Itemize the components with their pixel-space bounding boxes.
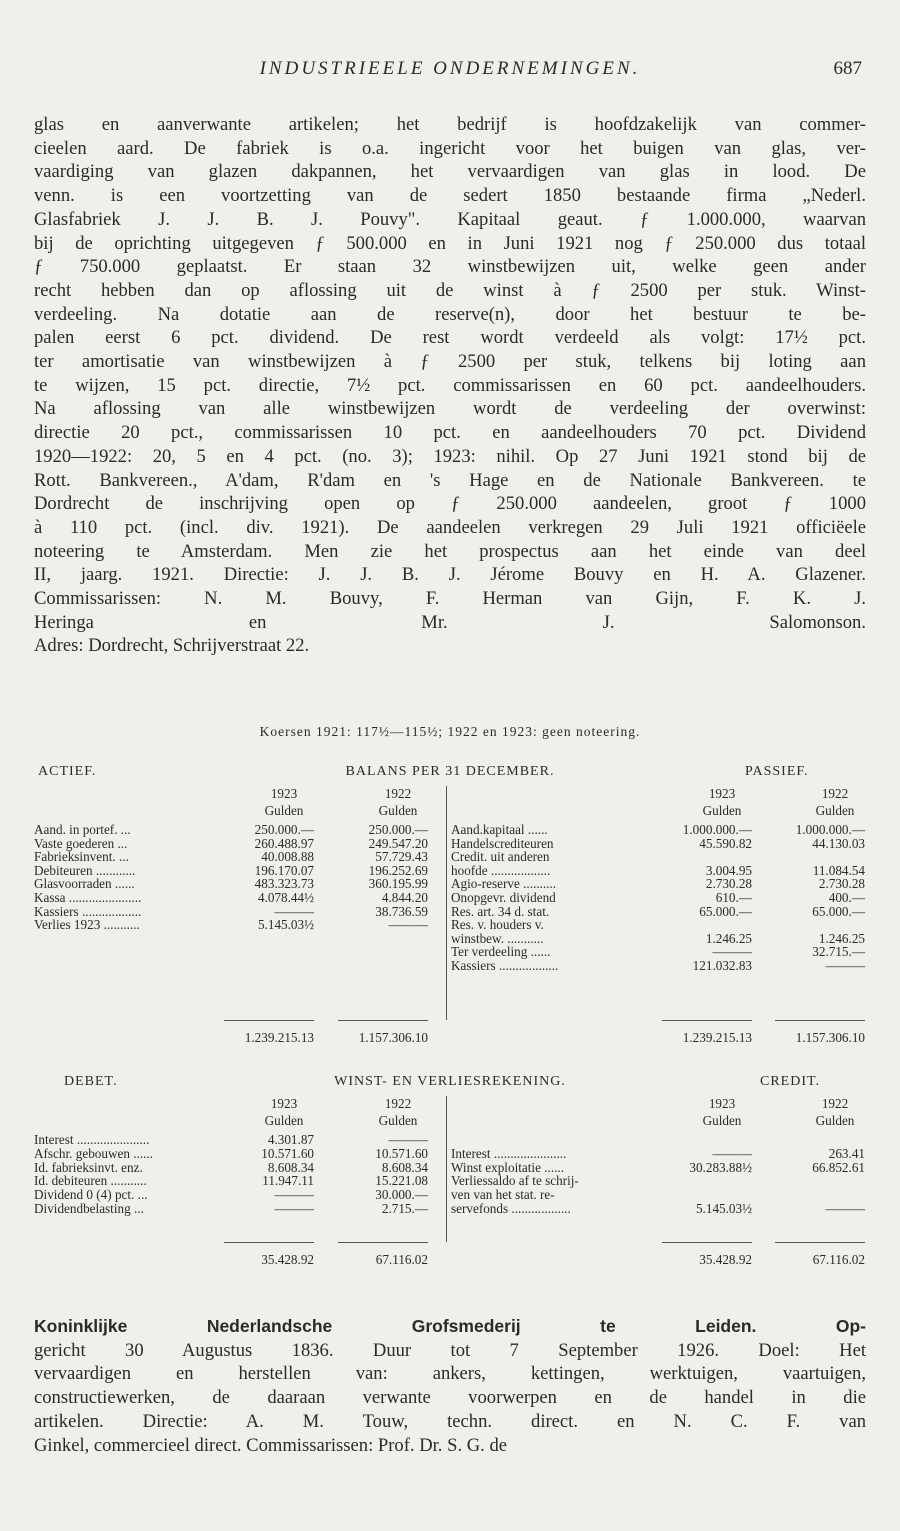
- profit-loss-account: [0, 1070, 900, 1290]
- value-cell: 4.844.20: [381, 890, 428, 905]
- value-cell: 44.130.03: [812, 835, 865, 851]
- total-rule: [224, 1242, 314, 1243]
- value-cell: 5.145.03½: [257, 917, 314, 933]
- row-label: Verliessaldo af te schrij-: [451, 1173, 579, 1189]
- text-line: ƒ 750.000 geplaatst. Er staan 32 winstbewijzen uit, welke geen ander: [34, 256, 866, 278]
- row-label: Debiteuren ............: [34, 862, 136, 878]
- text-line: bij de oprichting uitgegeven ƒ 500.000 en in Juni 1921 nog ƒ 250.000 dus totaal: [34, 232, 866, 254]
- text-line: Glasfabriek J. J. B. J. Pouvy". Kapitaal geaut. ƒ 1.000.000, waarvan: [34, 208, 866, 230]
- row-label: Id. fabrieksinvt. enz.: [34, 1159, 143, 1175]
- text-line: constructiewerken, de daaraan verwante voorwerpen en de handel in die: [34, 1387, 866, 1409]
- page-number: 687: [833, 58, 862, 79]
- text-line: venn. is een voortzetting van de sedert 1850 bestaande firma „Nederl.: [34, 185, 866, 207]
- total-cell: 1.239.215.13: [682, 1030, 752, 1045]
- row-label: Kassiers ..................: [34, 903, 142, 919]
- value-cell: 65.000.—: [812, 903, 865, 919]
- next-company-description: [34, 1315, 866, 1457]
- winst-title: WINST- EN VERLIESREKENING.: [334, 1074, 566, 1089]
- value-cell: 483.323.73: [254, 876, 314, 892]
- total-rule: [775, 1020, 865, 1021]
- value-cell: 121.032.83: [692, 958, 752, 973]
- row-label: Handelscrediteuren: [451, 835, 554, 851]
- text-line: recht hebben dan op aflossing uit de winst à ƒ 2500 per stuk. Winst-: [34, 279, 866, 301]
- unit-header: Gulden: [702, 1113, 742, 1128]
- value-cell: 8.608.34: [381, 1159, 428, 1175]
- value-cell: 4.301.87: [267, 1132, 314, 1147]
- text-line: Heringa en Mr. J. Salomonson.: [34, 611, 866, 633]
- text-line: noteering te Amsterdam. Men zie het prospectus aan het einde van deel: [34, 540, 866, 562]
- year-header: 1923: [708, 1096, 736, 1111]
- koersen-line: Koersen 1921: 117½—115½; 1922 en 1923: geen noteering.: [259, 724, 641, 739]
- row-label: Vaste goederen ...: [34, 835, 128, 851]
- value-cell: 2.730.28: [818, 876, 865, 892]
- row-label: Aand. in portef. ...: [34, 822, 131, 837]
- value-cell: ———: [712, 1145, 752, 1161]
- value-cell: 1.246.25: [818, 930, 865, 946]
- row-label: Ter verdeeling ......: [451, 944, 551, 960]
- value-cell: 1.000.000.—: [682, 822, 752, 837]
- text-line: vervaardigen en herstellen van: ankers, kettingen, werktuigen, vaartuigen,: [34, 1363, 866, 1385]
- row-label: Fabrieksinvent. ...: [34, 849, 129, 865]
- total-rule: [338, 1020, 428, 1021]
- row-label: Res. art. 34 d. stat.: [451, 903, 550, 919]
- total-rule: [662, 1020, 752, 1021]
- unit-header: Gulden: [264, 803, 304, 818]
- value-cell: 10.571.60: [375, 1145, 428, 1161]
- text-line: Rott. Bankvereen., A'dam, R'dam en 's Hage en de Nationale Bankvereen. te: [34, 469, 866, 491]
- row-label: Kassiers ..................: [451, 958, 559, 973]
- value-cell: 250.000.—: [254, 822, 314, 837]
- total-cell: 67.116.02: [812, 1252, 865, 1267]
- text-line: vaardiging van glazen dakpannen, het vervaardigen van glas in lood. De: [34, 161, 866, 183]
- text-line: glas en aanverwante artikelen; het bedrijf is hoofdzakelijk van commer-: [34, 114, 866, 135]
- column-divider: [446, 786, 447, 1020]
- text-line: Koninklijke Nederlandsche Grofsmederij te Leiden. Op-: [34, 1316, 866, 1336]
- unit-header: Gulden: [378, 803, 418, 818]
- row-label: servefonds ..................: [451, 1201, 571, 1216]
- value-cell: 360.195.99: [368, 876, 428, 892]
- balance-title: BALANS PER 31 DECEMBER.: [345, 764, 555, 779]
- row-label: Interest ......................: [451, 1145, 567, 1161]
- value-cell: 65.000.—: [699, 903, 752, 919]
- value-cell: ———: [274, 903, 314, 919]
- value-cell: ———: [388, 1132, 428, 1147]
- value-cell: 40.008.88: [261, 849, 314, 865]
- total-rule: [224, 1020, 314, 1021]
- value-cell: 263.41: [828, 1145, 865, 1161]
- value-cell: 3.004.95: [705, 862, 752, 878]
- row-label: Kassa ......................: [34, 890, 142, 905]
- credit-title: CREDIT.: [760, 1074, 821, 1089]
- value-cell: 4.078.44½: [257, 890, 314, 905]
- text-line: verdeeling. Na dotatie aan de reserve(n), door het bestuur te be-: [34, 303, 866, 325]
- value-cell: 32.715.—: [812, 944, 865, 960]
- text-line: palen eerst 6 pct. dividend. De rest wordt verdeeld als volgt: 17½ pct.: [34, 327, 866, 349]
- total-cell: 35.428.92: [261, 1252, 314, 1267]
- text-line: Dordrecht de inschrijving open op ƒ 250.000 aandeelen, groot ƒ 1000: [34, 493, 866, 515]
- value-cell: 8.608.34: [267, 1159, 314, 1175]
- unit-header: Gulden: [815, 803, 855, 818]
- column-divider: [446, 1096, 447, 1242]
- value-cell: 400.—: [828, 890, 865, 905]
- text-line: artikelen. Directie: A. M. Touw, techn. direct. en N. C. F. van: [34, 1410, 866, 1432]
- unit-header: Gulden: [815, 1113, 855, 1128]
- row-label: Dividendbelasting ...: [34, 1201, 144, 1216]
- value-cell: 250.000.—: [368, 822, 428, 837]
- passief-title: PASSIEF.: [745, 764, 809, 779]
- value-cell: 10.571.60: [261, 1145, 314, 1161]
- year-header: 1923: [270, 1096, 298, 1111]
- text-line: te wijzen, 15 pct. directie, 7½ pct. commissarissen en 60 pct. aandeelhouders.: [34, 374, 866, 396]
- row-label: Verlies 1923 ...........: [34, 917, 140, 933]
- value-cell: 66.852.61: [812, 1159, 865, 1175]
- unit-header: Gulden: [702, 803, 742, 818]
- value-cell: ———: [274, 1187, 314, 1203]
- row-label: Agio-reserve ..........: [451, 876, 557, 892]
- text-line: 1920—1922: 20, 5 en 4 pct. (no. 3); 1923: nihil. Op 27 Juni 1921 stond bij de: [34, 445, 866, 467]
- value-cell: 1.246.25: [705, 930, 752, 946]
- total-cell: 1.157.306.10: [358, 1030, 428, 1045]
- debet-title: DEBET.: [64, 1074, 118, 1089]
- row-label: Onopgevr. dividend: [451, 890, 556, 905]
- text-line: ter amortisatie van winstbewijzen à ƒ 2500 per stuk, telkens bij loting aan: [34, 351, 866, 373]
- text-line: II, jaarg. 1921. Directie: J. J. B. J. Jérome Bouvy en H. A. Glazener.: [34, 564, 866, 586]
- value-cell: 196.252.69: [368, 862, 428, 878]
- total-rule: [338, 1242, 428, 1243]
- value-cell: 196.170.07: [254, 862, 314, 878]
- text-line: Commissarissen: N. M. Bouvy, F. Herman van Gijn, F. K. J.: [34, 588, 866, 610]
- text-line: directie 20 pct., commissarissen 10 pct. en aandeelhouders 70 pct. Dividend: [34, 422, 866, 444]
- text-line: cieelen aard. De fabriek is o.a. ingericht voor het buigen van glas, ver-: [34, 137, 866, 159]
- value-cell: 610.—: [715, 890, 752, 905]
- row-label: Dividend 0 (4) pct. ...: [34, 1187, 148, 1203]
- year-header: 1922: [384, 786, 412, 801]
- unit-header: Gulden: [378, 1113, 418, 1128]
- row-label: hoofde ..................: [451, 862, 551, 878]
- value-cell: ———: [825, 958, 865, 973]
- actief-title: ACTIEF.: [38, 764, 97, 779]
- value-cell: 30.283.88½: [689, 1159, 752, 1175]
- value-cell: 2.715.—: [381, 1201, 428, 1216]
- row-label: Glasvoorraden ......: [34, 876, 135, 892]
- year-header: 1922: [821, 1096, 849, 1111]
- total-cell: 35.428.92: [699, 1252, 752, 1267]
- value-cell: 57.729.43: [375, 849, 428, 865]
- row-label: winstbew. ...........: [451, 930, 544, 946]
- row-label: Id. debiteuren ...........: [34, 1173, 147, 1189]
- unit-header: Gulden: [264, 1113, 304, 1128]
- text-line: gericht 30 Augustus 1836. Duur tot 7 September 1926. Doel: Het: [34, 1339, 866, 1361]
- total-rule: [775, 1242, 865, 1243]
- total-cell: 67.116.02: [375, 1252, 428, 1267]
- row-label: Interest ......................: [34, 1132, 150, 1147]
- value-cell: 30.000.—: [375, 1187, 428, 1203]
- total-cell: 1.239.215.13: [244, 1030, 314, 1045]
- row-label: Afschr. gebouwen ......: [34, 1145, 154, 1161]
- value-cell: 15.221.08: [375, 1173, 428, 1189]
- value-cell: 249.547.20: [368, 835, 428, 851]
- row-label: ven van het stat. re-: [451, 1187, 555, 1203]
- value-cell: 38.736.59: [375, 903, 428, 919]
- year-header: 1923: [708, 786, 736, 801]
- value-cell: 11.947.11: [262, 1173, 314, 1189]
- year-header: 1922: [821, 786, 849, 801]
- value-cell: 2.730.28: [705, 876, 752, 892]
- text-line: Adres: Dordrecht, Schrijverstraat 22.: [34, 635, 310, 657]
- value-cell: 260.488.97: [254, 835, 314, 851]
- value-cell: ———: [388, 917, 428, 933]
- total-rule: [662, 1242, 752, 1243]
- value-cell: 5.145.03½: [695, 1201, 752, 1216]
- year-header: 1923: [270, 786, 298, 801]
- value-cell: 45.590.82: [699, 835, 752, 851]
- row-label: Aand.kapitaal ......: [451, 822, 548, 837]
- balance-sheet: [0, 760, 900, 1060]
- value-cell: ———: [274, 1201, 314, 1216]
- company-description: [34, 113, 866, 658]
- row-label: Winst exploitatie ......: [451, 1159, 565, 1175]
- value-cell: ———: [825, 1201, 865, 1216]
- text-line: Ginkel, commercieel direct. Commissarissen: Prof. Dr. S. G. de: [34, 1434, 508, 1456]
- value-cell: ———: [712, 944, 752, 960]
- total-cell: 1.157.306.10: [795, 1030, 865, 1045]
- year-header: 1922: [384, 1096, 412, 1111]
- running-header: INDUSTRIEELE ONDERNEMINGEN.: [259, 58, 641, 79]
- value-cell: 1.000.000.—: [795, 822, 865, 837]
- row-label: Credit. uit anderen: [451, 849, 550, 865]
- text-line: Na aflossing van alle winstbewijzen wordt de verdeeling der overwinst:: [34, 398, 866, 420]
- text-line: à 110 pct. (incl. div. 1921). De aandeelen verkregen 29 Juli 1921 officiëele: [34, 516, 866, 538]
- row-label: Res. v. houders v.: [451, 917, 544, 933]
- value-cell: 11.084.54: [812, 862, 865, 878]
